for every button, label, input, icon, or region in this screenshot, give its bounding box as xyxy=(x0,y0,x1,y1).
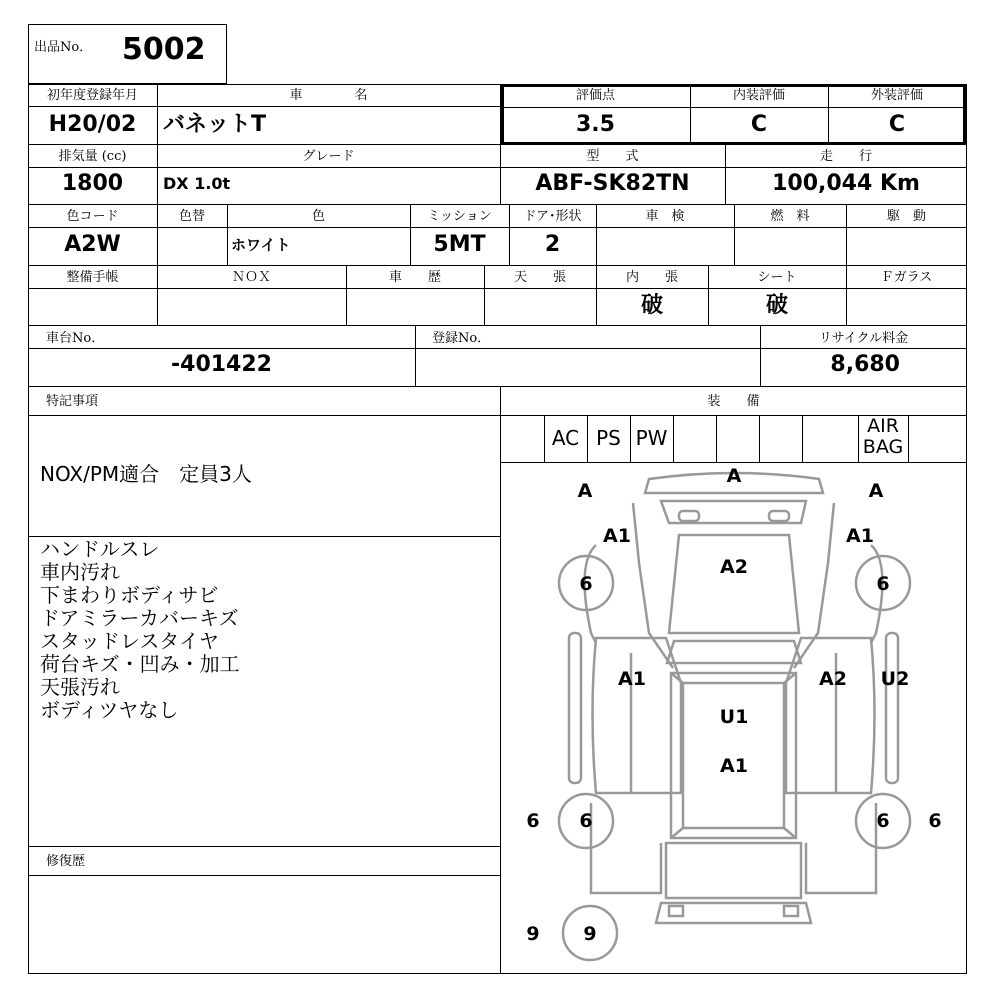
remark-line: 荷台キズ・凹み・加工 xyxy=(40,652,240,676)
mark-tire-rr: 6 xyxy=(876,810,890,832)
mission-value: 5MT xyxy=(433,232,486,257)
mark-side-right-outer: U2 xyxy=(880,668,910,690)
remark-line: 車内汚れ xyxy=(40,560,120,584)
displacement-value: 1800 xyxy=(61,171,124,196)
equipment-label: 装 備 xyxy=(707,394,760,409)
chassis-value: -401422 xyxy=(171,352,272,377)
inspection-label: 車 検 xyxy=(645,209,685,224)
mark-spare-outer: 9 xyxy=(526,923,540,945)
car-name-value: バネットT xyxy=(163,112,267,137)
mark-front-left: A xyxy=(577,480,593,502)
first-reg-label: 初年度登録年月 xyxy=(46,88,138,103)
door-value: 2 xyxy=(544,232,561,257)
remark-line: 下まわりボディサビ xyxy=(40,583,219,607)
maintenance-label: 整備手帳 xyxy=(66,270,119,285)
lot-number-label: 出品No． xyxy=(34,40,93,55)
interior-value: C xyxy=(750,112,768,137)
color-value: ホワイト xyxy=(231,236,291,254)
model-label: 型 式 xyxy=(586,149,639,164)
history-label: 車 歴 xyxy=(388,270,441,285)
mark-spare: 9 xyxy=(583,923,597,945)
recycle-label: リサイクル料金 xyxy=(818,331,909,346)
regno-label: 登録No． xyxy=(432,331,491,346)
mark-tire-rl-outer: 6 xyxy=(526,810,540,832)
mark-roof-1: U1 xyxy=(719,706,749,728)
mark-front-center: A xyxy=(726,465,742,487)
mark-front-right: A xyxy=(868,480,884,502)
score-label: 評価点 xyxy=(575,88,615,103)
mark-tire-rl: 6 xyxy=(579,810,593,832)
color-code-value: A2W xyxy=(64,232,121,257)
drive-label: 駆 動 xyxy=(886,209,926,224)
mark-tire-rr-outer: 6 xyxy=(928,810,942,832)
ceiling-label: 天 張 xyxy=(513,270,566,285)
score-value: 3.5 xyxy=(576,112,615,137)
door-label: ドア･形状 xyxy=(523,209,582,224)
color-code-label: 色コード xyxy=(66,209,119,224)
mark-side-left: A1 xyxy=(618,668,646,690)
exterior-value: C xyxy=(888,112,906,137)
displacement-label: 排気量 (cc) xyxy=(58,149,127,164)
fuel-label: 燃 料 xyxy=(770,209,810,224)
mission-label: ミッション xyxy=(427,209,492,224)
mark-mirror-left: A1 xyxy=(603,525,631,547)
seat-value: 破 xyxy=(765,293,788,318)
recycle-value: 8,680 xyxy=(830,352,900,377)
exterior-label: 外装評価 xyxy=(870,88,923,103)
mileage-value: 100,044 Km xyxy=(772,171,920,196)
mark-tire-fl: 6 xyxy=(579,573,593,595)
remarks-top: NOX/PM適合 定員3人 xyxy=(40,462,252,486)
remark-line: 天張汚れ xyxy=(40,675,120,699)
mark-side-right: A2 xyxy=(819,668,847,690)
color-label: 色 xyxy=(311,209,325,224)
lot-number: 5002 xyxy=(122,32,206,67)
fglass-label: Ｆガラス xyxy=(880,270,933,285)
equipment-item: PW xyxy=(635,426,668,450)
mark-mirror-right: A1 xyxy=(846,525,874,547)
interior-label: 内装評価 xyxy=(732,88,785,103)
seat-label: シート xyxy=(757,270,797,285)
interior-trim-value: 破 xyxy=(640,293,663,318)
mark-hood: A2 xyxy=(720,556,748,578)
remark-line: スタッドレスタイヤ xyxy=(40,629,219,653)
remark-line: ドアミラーカバーキズ xyxy=(40,606,239,630)
chassis-label: 車台No． xyxy=(46,331,105,346)
interior-trim-label: 内 張 xyxy=(625,270,678,285)
car-name-label: 車 名 xyxy=(289,88,368,103)
model-value: ABF-SK82TN xyxy=(535,171,690,196)
grade-value: DX 1.0t xyxy=(163,174,231,193)
remark-line: ボディツヤなし xyxy=(40,698,179,722)
mark-tire-fr: 6 xyxy=(876,573,890,595)
mark-roof-2: A1 xyxy=(720,755,748,777)
equipment-item: AIR BAG xyxy=(862,415,904,458)
first-reg-value: H20/02 xyxy=(48,112,137,137)
remarks-label: 特記事項 xyxy=(46,394,99,409)
equipment-item: AC xyxy=(551,426,580,450)
repaint-label: 色替 xyxy=(178,209,205,224)
mileage-label: 走 行 xyxy=(819,149,872,164)
repair-label: 修復歴 xyxy=(46,854,86,869)
grade-label: グレード xyxy=(302,149,355,164)
equipment-item: PS xyxy=(596,426,621,450)
remark-line: ハンドルスレ xyxy=(40,537,160,561)
nox-label: ＮＯＸ xyxy=(231,270,271,285)
